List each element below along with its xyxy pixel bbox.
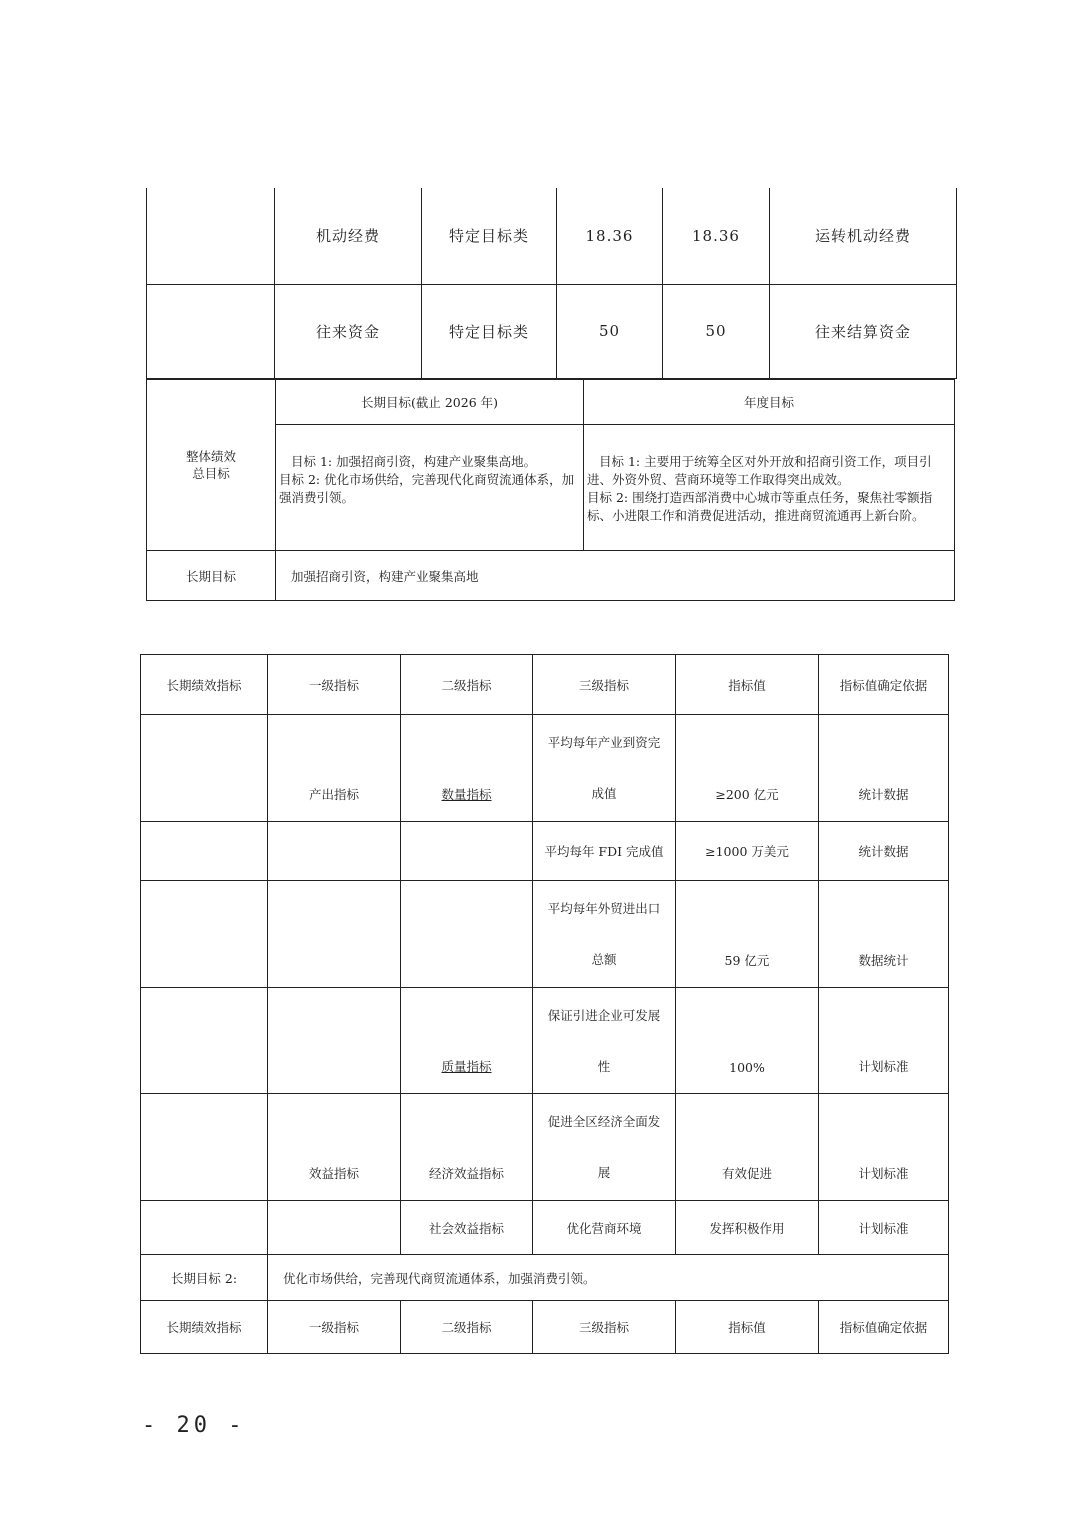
fund-category: 特定目标类 (422, 188, 557, 284)
fund-row-blank (147, 284, 275, 378)
header-cell: 三级指标 (533, 655, 676, 715)
header-cell: 长期绩效指标 (141, 655, 268, 715)
level3-indicator (533, 715, 676, 822)
long-term-text-body: 目标 1: 加强招商引资，构建产业聚集高地。 目标 2: 优化市场供给，完善现代化商贸流通体系，加强消费引领。 (279, 454, 575, 505)
long-term-text (276, 425, 584, 551)
level3-indicator (533, 881, 676, 988)
long-term-header: 长期目标(截止 2026 年) (276, 380, 584, 425)
fund-amount: 50 (663, 284, 770, 378)
indicator-row (141, 1094, 949, 1201)
fund-amount: 50 (557, 284, 663, 378)
level3-indicator (533, 1094, 676, 1201)
indicator-value: 有效促进 (676, 1094, 819, 1201)
annual-header: 年度目标 (584, 380, 955, 425)
level1-indicator (268, 1201, 401, 1255)
level3-line1: 促进全区经济全面发 (547, 1114, 661, 1129)
level3-indicator (533, 1201, 676, 1255)
level2-indicator (401, 715, 533, 822)
level2-indicator (401, 881, 533, 988)
indicator-blank (141, 822, 268, 881)
level2-text: 质量指标 (441, 1059, 492, 1074)
indicator-basis: 计划标准 (819, 1094, 949, 1201)
overall-goal-label: 整体绩效 总目标 (147, 380, 276, 551)
indicator-blank (141, 881, 268, 988)
header-cell: 二级指标 (401, 1301, 533, 1354)
indicator-blank (141, 1201, 268, 1255)
long-goal-label: 长期目标 (147, 551, 276, 601)
indicator-row (141, 881, 949, 988)
level3-line2: 总额 (591, 952, 617, 967)
level2-indicator (401, 822, 533, 881)
level3-line1: 优化营商环境 (566, 1220, 642, 1236)
header-cell: 一级指标 (268, 1301, 401, 1354)
indicator-header-row (141, 1301, 949, 1354)
fund-row (147, 284, 957, 378)
indicator-blank (141, 1094, 268, 1201)
fund-purpose: 往来结算资金 (770, 284, 957, 378)
indicator-value: 59 亿元 (676, 881, 819, 988)
indicator-basis: 统计数据 (819, 715, 949, 822)
header-cell: 指标值确定依据 (819, 655, 949, 715)
level2-text: 数量指标 (441, 787, 492, 802)
fund-name: 往来资金 (275, 284, 422, 378)
indicator-blank (141, 715, 268, 822)
indicator-value: 100% (676, 988, 819, 1094)
level1-indicator: 产出指标 (268, 715, 401, 822)
indicator-row (141, 1201, 949, 1255)
overall-goal-table (146, 379, 955, 601)
level3-line1: 平均每年 FDI 完成值 (544, 844, 664, 859)
indicator-value: 发挥积极作用 (676, 1201, 819, 1255)
indicator-basis: 统计数据 (819, 822, 949, 881)
indicator-row (141, 822, 949, 881)
annual-text (584, 425, 955, 551)
fund-category: 特定目标类 (422, 284, 557, 378)
indicator-header-row (141, 655, 949, 715)
indicator-row (141, 715, 949, 822)
goal2-text: 优化市场供给，完善现代商贸流通体系，加强消费引领。 (268, 1255, 949, 1301)
goal-header-row (147, 380, 955, 425)
indicator-value: ≥1000 万美元 (676, 822, 819, 881)
goal2-row (141, 1255, 949, 1301)
indicator-blank (141, 988, 268, 1094)
fund-table (146, 188, 957, 379)
level3-line1: 保证引进企业可发展 (547, 1008, 661, 1023)
header-cell: 指标值确定依据 (819, 1301, 949, 1354)
level3-line2: 成值 (591, 786, 617, 801)
level3-line2: 性 (597, 1059, 611, 1074)
fund-row-blank (147, 188, 275, 284)
indicator-basis: 数据统计 (819, 881, 949, 988)
annual-text-body: 目标 1: 主要用于统筹全区对外开放和招商引资工作，项目引进、外资外贸、营商环境等工作取得突出成效。 目标 2: 围绕打造西部消费中心城市等重点任务，聚焦社零额指标、小进限工作和消费促进活动，推进商贸流通再上新台阶。 (587, 454, 933, 523)
level3-line1: 平均每年外贸进出口 (547, 901, 661, 916)
indicator-basis: 计划标准 (819, 1201, 949, 1255)
fund-amount: 18.36 (557, 188, 663, 284)
level3-indicator (533, 988, 676, 1094)
header-cell: 指标值 (676, 1301, 819, 1354)
level3-indicator (533, 822, 676, 881)
level1-indicator (268, 822, 401, 881)
level2-indicator: 经济效益指标 (401, 1094, 533, 1201)
indicator-table (140, 654, 949, 1354)
level3-line1: 平均每年产业到资完 (547, 735, 661, 750)
indicator-value: ≥200 亿元 (676, 715, 819, 822)
level1-indicator: 效益指标 (268, 1094, 401, 1201)
header-cell: 三级指标 (533, 1301, 676, 1354)
level3-line2: 展 (597, 1165, 611, 1180)
page-number: - 20 - (142, 1413, 246, 1438)
header-cell: 二级指标 (401, 655, 533, 715)
fund-purpose: 运转机动经费 (770, 188, 957, 284)
level1-indicator (268, 881, 401, 988)
header-cell: 长期绩效指标 (141, 1301, 268, 1354)
fund-amount: 18.36 (663, 188, 770, 284)
level2-indicator (401, 988, 533, 1094)
fund-row (147, 188, 957, 284)
indicator-row (141, 988, 949, 1094)
level1-indicator (268, 988, 401, 1094)
goal2-label: 长期目标 2: (141, 1255, 268, 1301)
header-cell: 一级指标 (268, 655, 401, 715)
long-goal-text: 加强招商引资，构建产业聚集高地 (276, 551, 955, 601)
indicator-basis: 计划标准 (819, 988, 949, 1094)
fund-name: 机动经费 (275, 188, 422, 284)
long-goal-row (147, 551, 955, 601)
level2-indicator: 社会效益指标 (401, 1201, 533, 1255)
header-cell: 指标值 (676, 655, 819, 715)
